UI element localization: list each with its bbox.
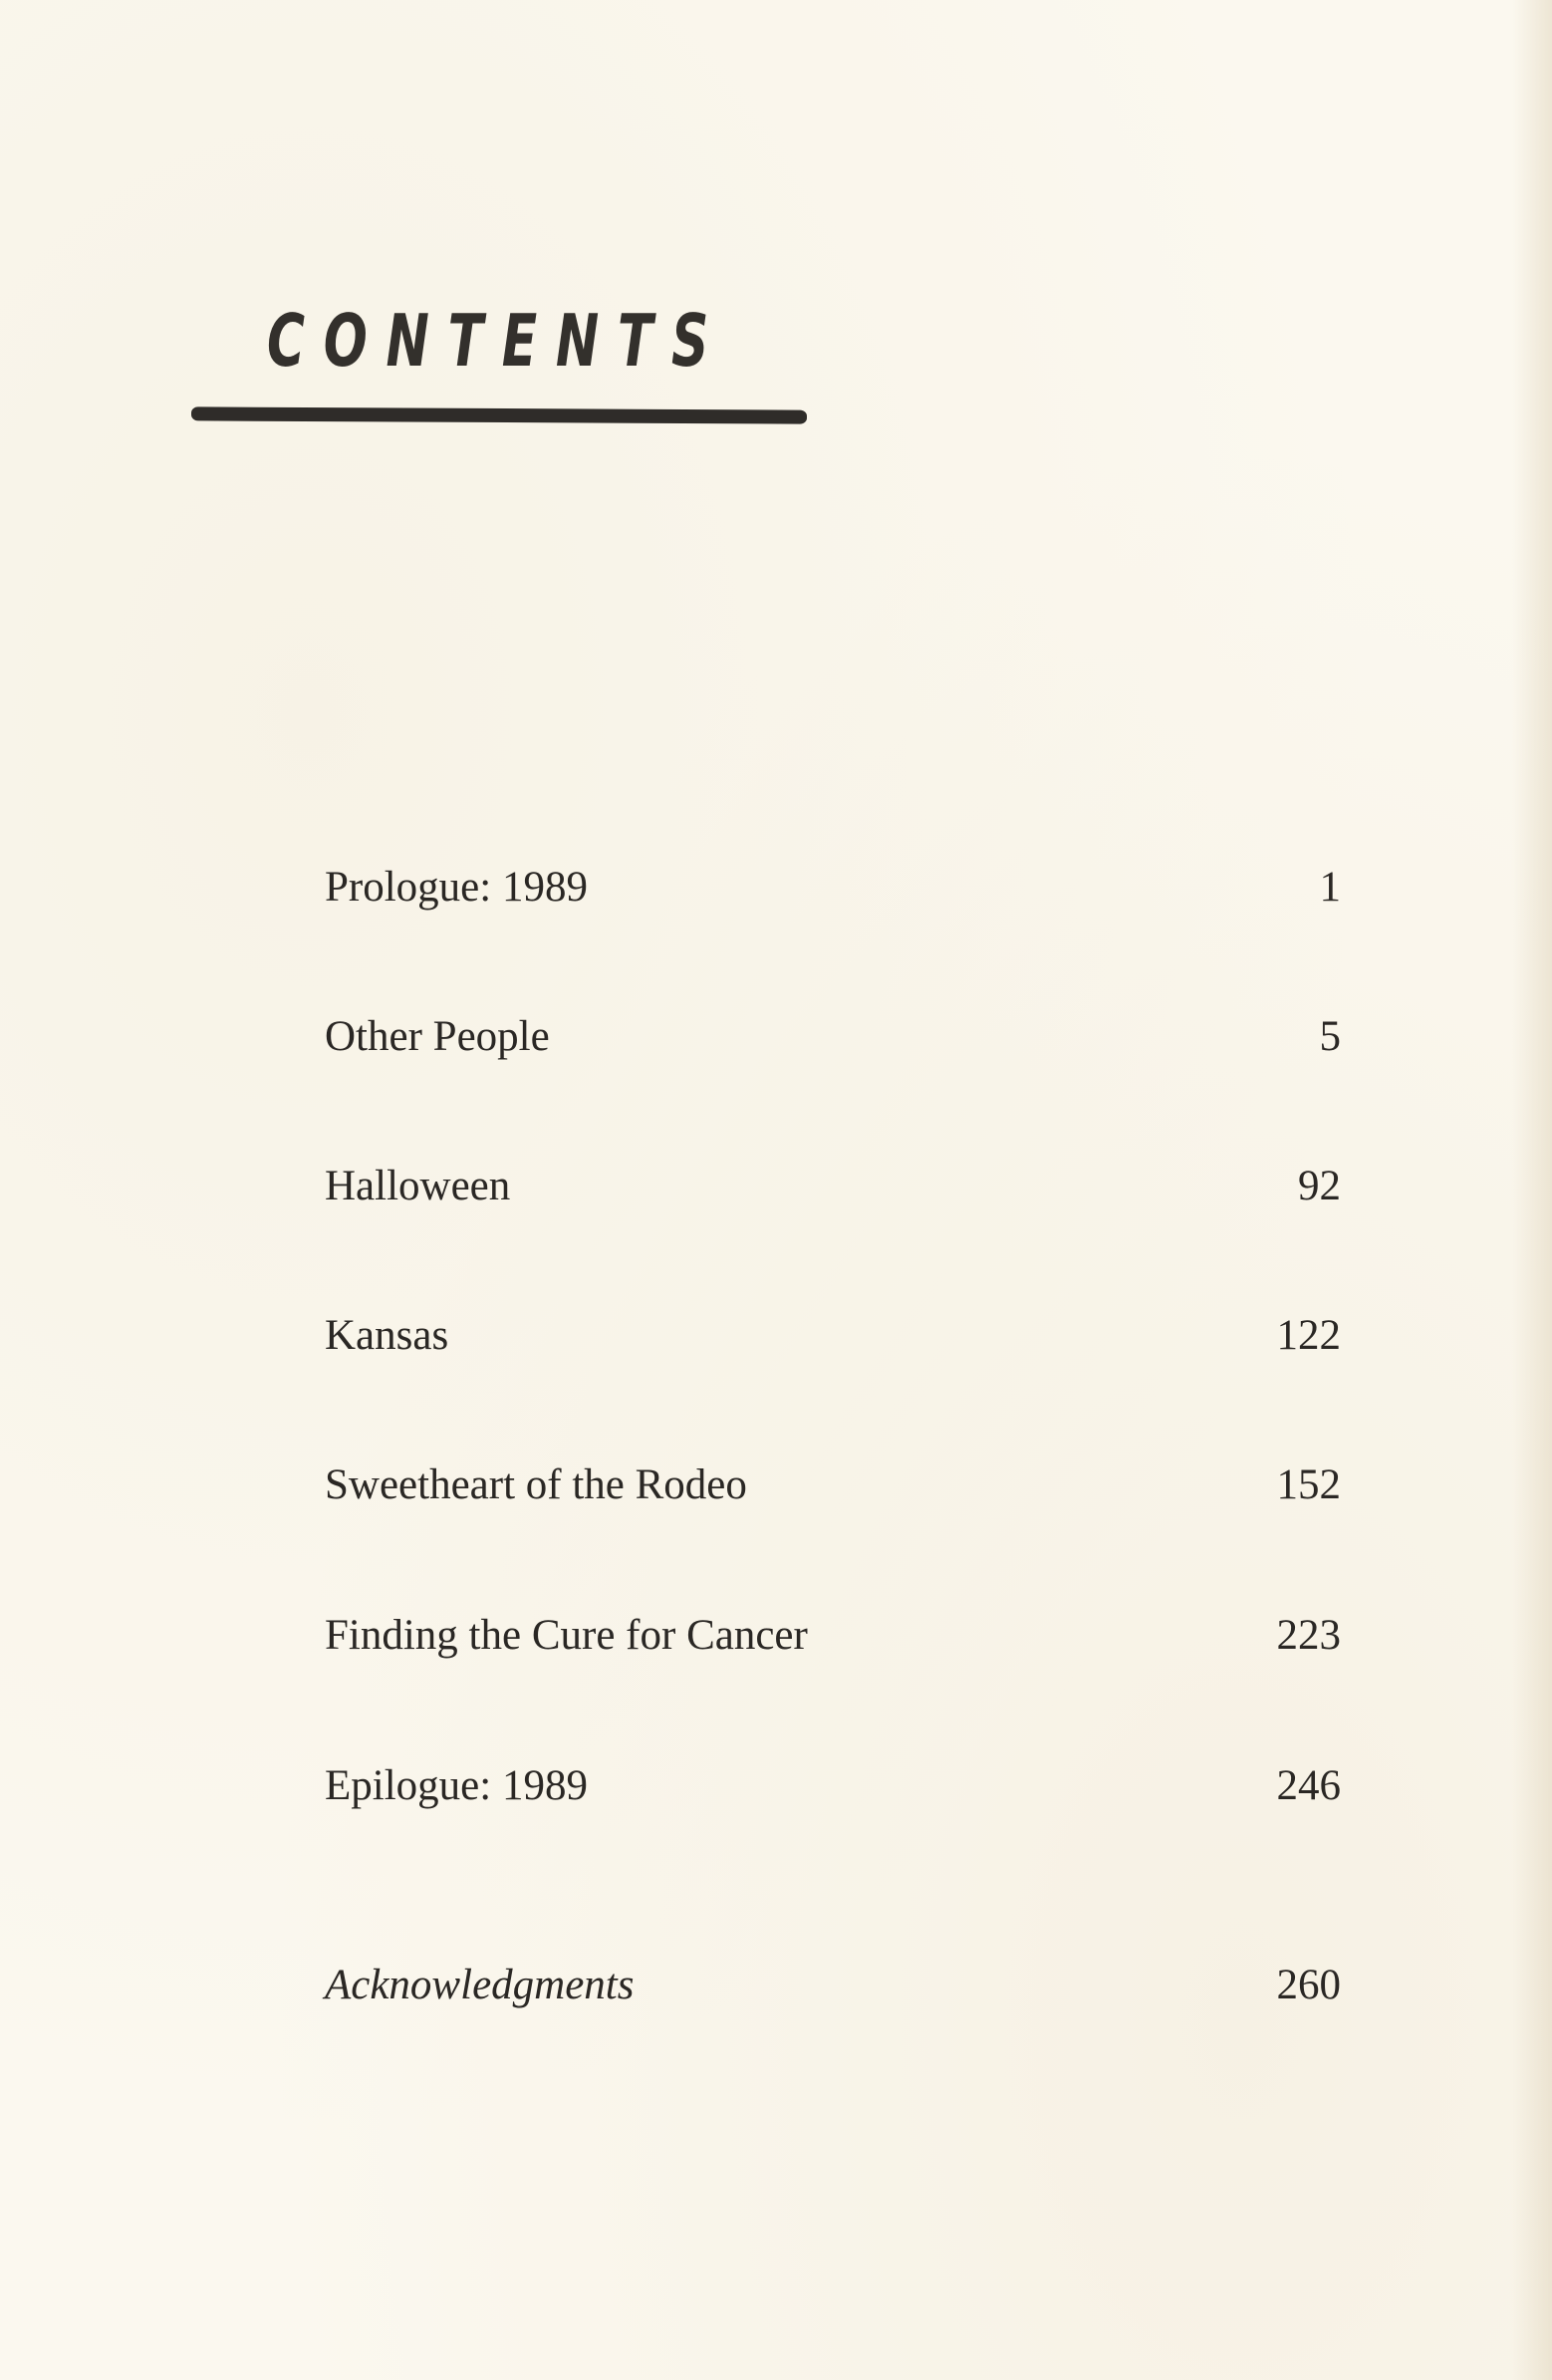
toc-entry-title: Epilogue: 1989: [325, 1762, 588, 1809]
toc-entry-page: 152: [1276, 1461, 1341, 1508]
toc-entry-page: 92: [1298, 1163, 1341, 1209]
contents-heading: CONTENTS: [267, 299, 728, 383]
toc-entry-page: 246: [1276, 1762, 1341, 1809]
toc-entry-title: Prologue: 1989: [325, 864, 588, 911]
toc-entry-page: 260: [1276, 1962, 1341, 2008]
toc-entry-page: 5: [1319, 1013, 1341, 1060]
toc-entry-title: Sweetheart of the Rodeo: [325, 1461, 747, 1508]
toc-entry-title: Halloween: [325, 1163, 511, 1209]
toc-entry-title: Other People: [325, 1013, 550, 1060]
toc-entry-page: 1: [1319, 864, 1341, 911]
toc-entry-title: Acknowledgments: [325, 1962, 635, 2008]
toc-entry-page: 122: [1276, 1312, 1341, 1359]
toc-entry-page: 223: [1276, 1612, 1341, 1659]
toc-entry-title: Kansas: [325, 1312, 449, 1359]
toc-entry-title: Finding the Cure for Cancer: [325, 1612, 808, 1659]
